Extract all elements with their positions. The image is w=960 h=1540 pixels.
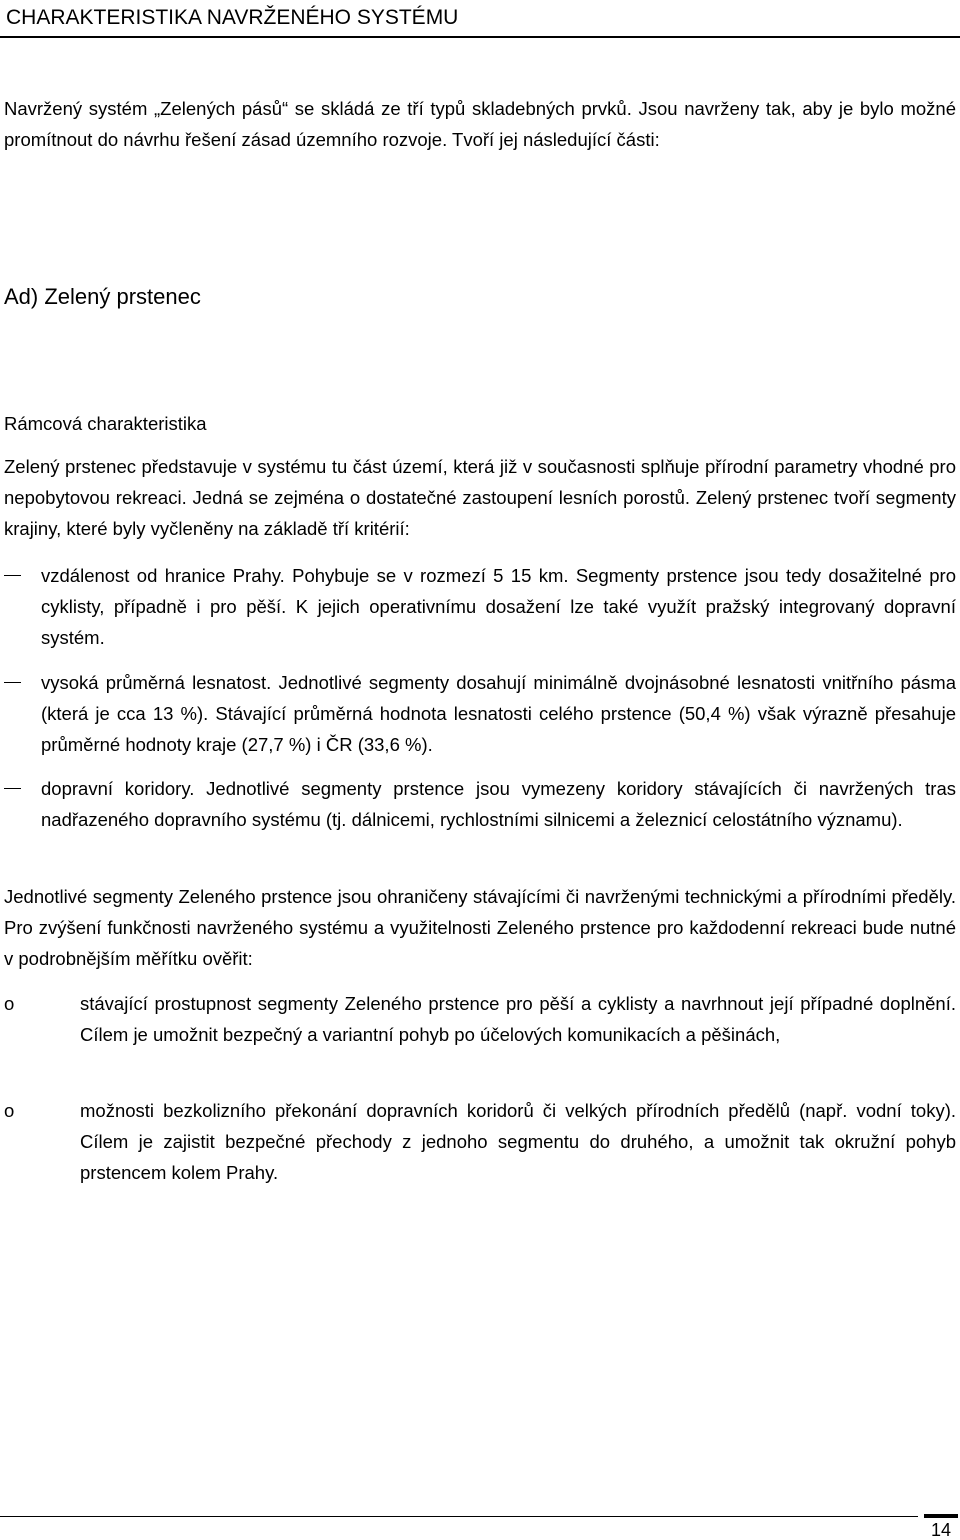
dash-bullet-icon	[4, 788, 21, 789]
measure-item-text: možnosti bezkolizního překonání dopravních koridorů či velkých přírodních předělů (např. vodní toky). Cílem je zajistit bezpečné přechody z jednoho segmentu do druhého, a umožnit tak okružní pohyb prstencem kolem Prahy.	[80, 1100, 956, 1183]
page-number: 14	[924, 1514, 958, 1537]
boundaries-paragraph: Jednotlivé segmenty Zeleného prstence jsou ohraničeny stávajícími či navrženými technickými a přírodními předěly. Pro zvýšení funkčnosti navrženého systému a využitelnosti Zeleného prstence pro každodenní rekreaci bude nutné v podrobnějším měřítku ověřit:	[4, 886, 956, 969]
intro-paragraph: Navržený systém „Zelených pásů“ se skládá ze tří typů skladebných prvků. Jsou navrženy tak, aby je bylo možné promítnout do návrhu řešení zásad územního rozvoje. Tvoří jej následující části:	[4, 98, 956, 150]
criteria-item-text: vzdálenost od hranice Prahy. Pohybuje se v rozmezí 5 15 km. Segmenty prstence jsou tedy dosažitelné pro cyklisty, případně i pro pěší. K jejich operativnímu dosažení lze také využít pražský integrovaný dopravní systém.	[41, 565, 956, 648]
section-title: Ad) Zelený prstenec	[4, 284, 201, 309]
criteria-item-text: vysoká průměrná lesnatost. Jednotlivé segmenty dosahují minimálně dvojnásobné lesnatosti vnitřního pásma (která je cca 13 %). Stávající průměrná hodnota lesnatosti celého prstence (50,4 %) však výrazně přesahuje průměrné hodnoty kraje (27,7 %) i ČR (33,6 %).	[41, 672, 956, 755]
criteria-item-text: dopravní koridory. Jednotlivé segmenty prstence jsou vymezeny koridory stávajících či navržených tras nadřazeného dopravního systému (tj. dálnicemi, rychlostními silnicemi a železnicí celostátního významu).	[41, 778, 956, 830]
dash-bullet-icon	[4, 575, 21, 576]
heading-underline	[0, 36, 960, 38]
dash-bullet-icon	[4, 682, 21, 683]
description-paragraph: Zelený prstenec představuje v systému tu část území, která již v současnosti splňuje přírodní parametry vhodné pro nepobytovou rekreaci. Jedná se zejména o dostatečné zastoupení lesních porostů. Zelený prstenec tvoří segmenty krajiny, které byly vyčleněny na základě tří kritérií:	[4, 456, 956, 539]
subsection-title: Rámcová charakteristika	[4, 413, 207, 434]
footer-rule	[0, 1516, 918, 1517]
circle-bullet-icon: o	[4, 993, 15, 1014]
circle-bullet-icon: o	[4, 1100, 15, 1121]
measure-item-text: stávající prostupnost segmenty Zeleného prstence pro pěší a cyklisty a navrhnout její případné doplnění. Cílem je umožnit bezpečný a variantní pohyb po účelových komunikacích a pěšinách,	[80, 993, 956, 1045]
page-heading: CHARAKTERISTIKA NAVRŽENÉHO SYSTÉMU	[6, 6, 459, 29]
